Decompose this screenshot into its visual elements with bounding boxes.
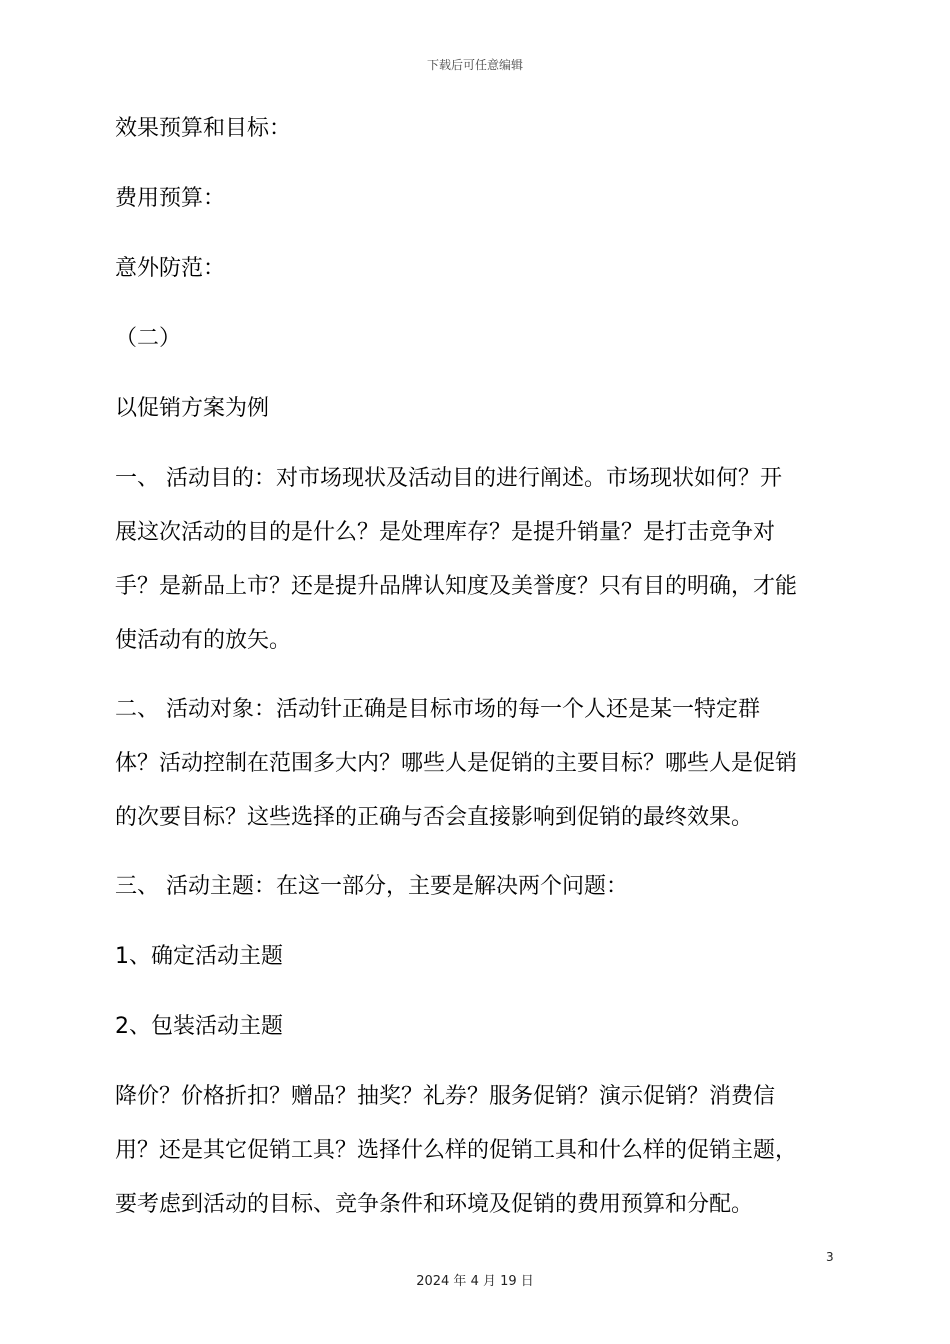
paragraph-line: 降价？价格折扣？赠品？抽奖？礼券？服务促销？演示促销？消费信 [115, 1084, 776, 1109]
effect-budget-line: 效果预算和目标： [115, 116, 292, 141]
paragraph-line: 体？活动控制在范围多大内？哪些人是促销的主要目标？哪些人是促销 [115, 751, 798, 776]
section-two-heading: （二） [115, 326, 182, 351]
document-body [115, 112, 840, 1257]
header-note: 下载后可任意编辑 [426, 58, 523, 72]
paragraph-line: 用？还是其它促销工具？选择什么样的促销工具和什么样的促销主题， [115, 1138, 798, 1163]
footer-date: 2024 年 4 月 19 日 [416, 1274, 534, 1289]
activity-target-paragraph [115, 693, 840, 835]
cost-budget-line: 费用预算： [115, 186, 226, 211]
theme-item-one: 1、确定活动主题 [115, 944, 283, 969]
paragraph-line: 一、 活动目的：对市场现状及活动目的进行阐述。市场现状如何？开 [115, 466, 782, 491]
accident-prevention-line: 意外防范： [115, 256, 226, 281]
paragraph-line: 手？是新品上市？还是提升品牌认知度及美誉度？只有目的明确，才能 [115, 574, 798, 599]
paragraph-line: 使活动有的放矢。 [115, 628, 292, 653]
paragraph-line: 要考虑到活动的目标、竞争条件和环境及促销的费用预算和分配。 [115, 1192, 754, 1217]
activity-theme-heading: 三、 活动主题：在这一部分，主要是解决两个问题： [115, 874, 628, 899]
paragraph-line: 二、 活动对象：活动针正确是目标市场的每一个人还是某一特定群 [115, 697, 760, 722]
page-number: 3 [826, 1250, 834, 1264]
promotion-tools-paragraph [115, 1080, 840, 1222]
paragraph-line: 的次要目标？这些选择的正确与否会直接影响到促销的最终效果。 [115, 805, 754, 830]
activity-purpose-paragraph [115, 462, 840, 658]
example-heading: 以促销方案为例 [115, 396, 270, 421]
theme-item-two: 2、包装活动主题 [115, 1014, 283, 1039]
paragraph-line: 展这次活动的目的是什么？是处理库存？是提升销量？是打击竞争对 [115, 520, 776, 545]
